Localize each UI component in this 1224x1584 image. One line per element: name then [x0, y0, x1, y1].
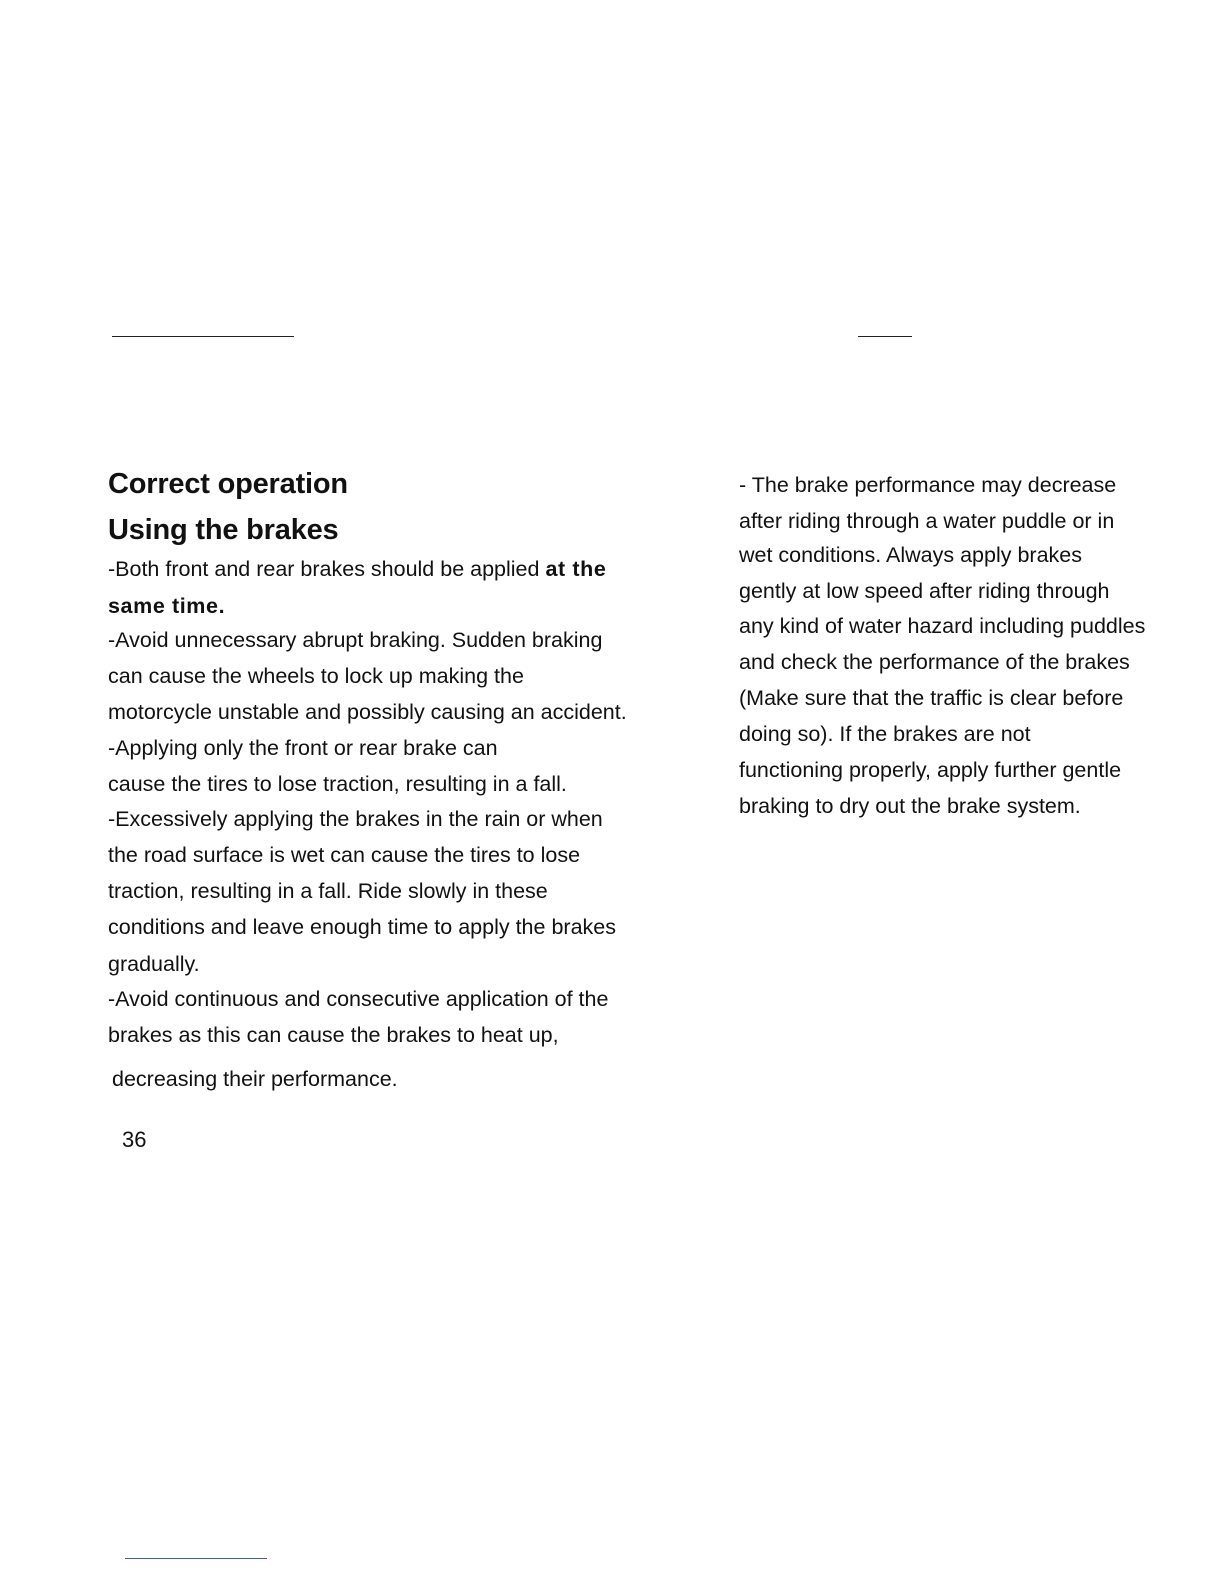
right-line-10: braking to dry out the brake system. — [739, 794, 1081, 818]
subsection-heading: Using the brakes — [108, 514, 339, 546]
right-line-9: functioning properly, apply further gentle — [739, 758, 1122, 782]
left-line-8: -Excessively applying the brakes in the rain or when — [108, 807, 603, 831]
top-rule-right — [858, 336, 912, 337]
left-line-3: -Avoid unnecessary abrupt braking. Sudden braking — [108, 628, 603, 652]
right-line-4: gently at low speed after riding through — [739, 579, 1110, 603]
left-line-14: brakes as this can cause the brakes to heat up, — [108, 1023, 559, 1047]
right-line-7: (Make sure that the traffic is clear before — [739, 686, 1124, 710]
left-line-10: traction, resulting in a fall. Ride slowly in these — [108, 879, 548, 903]
left-line-9: the road surface is wet can cause the tires to lose — [108, 843, 581, 867]
left-line-5: motorcycle unstable and possibly causing an accident. — [108, 700, 627, 724]
section-heading: Correct operation — [108, 468, 348, 500]
left-line-7: cause the tires to lose traction, resulting in a fall. — [108, 772, 567, 796]
left-line-1: -Both front and rear brakes should be applied at the — [108, 557, 607, 581]
left-line-11: conditions and leave enough time to apply the brakes — [108, 915, 616, 939]
right-line-2: after riding through a water puddle or in — [739, 509, 1115, 533]
left-line-2: same time. — [108, 594, 226, 618]
left-line-12: gradually. — [108, 952, 200, 976]
page-number: 36 — [122, 1127, 147, 1152]
top-rule-left — [112, 336, 294, 337]
left-line-4: can cause the wheels to lock up making the — [108, 664, 524, 688]
left-line-6: -Applying only the front or rear brake can — [108, 736, 498, 760]
left-line-15: decreasing their performance. — [112, 1067, 398, 1091]
right-line-5: any kind of water hazard including puddles — [739, 614, 1146, 638]
right-line-6: and check the performance of the brakes — [739, 650, 1130, 674]
right-line-1: - The brake performance may decrease — [739, 473, 1117, 497]
bottom-rule — [125, 1558, 267, 1559]
right-line-8: doing so). If the brakes are not — [739, 722, 1031, 746]
right-line-3: wet conditions. Always apply brakes — [739, 543, 1082, 567]
left-line-13: -Avoid continuous and consecutive application of the — [108, 987, 609, 1011]
